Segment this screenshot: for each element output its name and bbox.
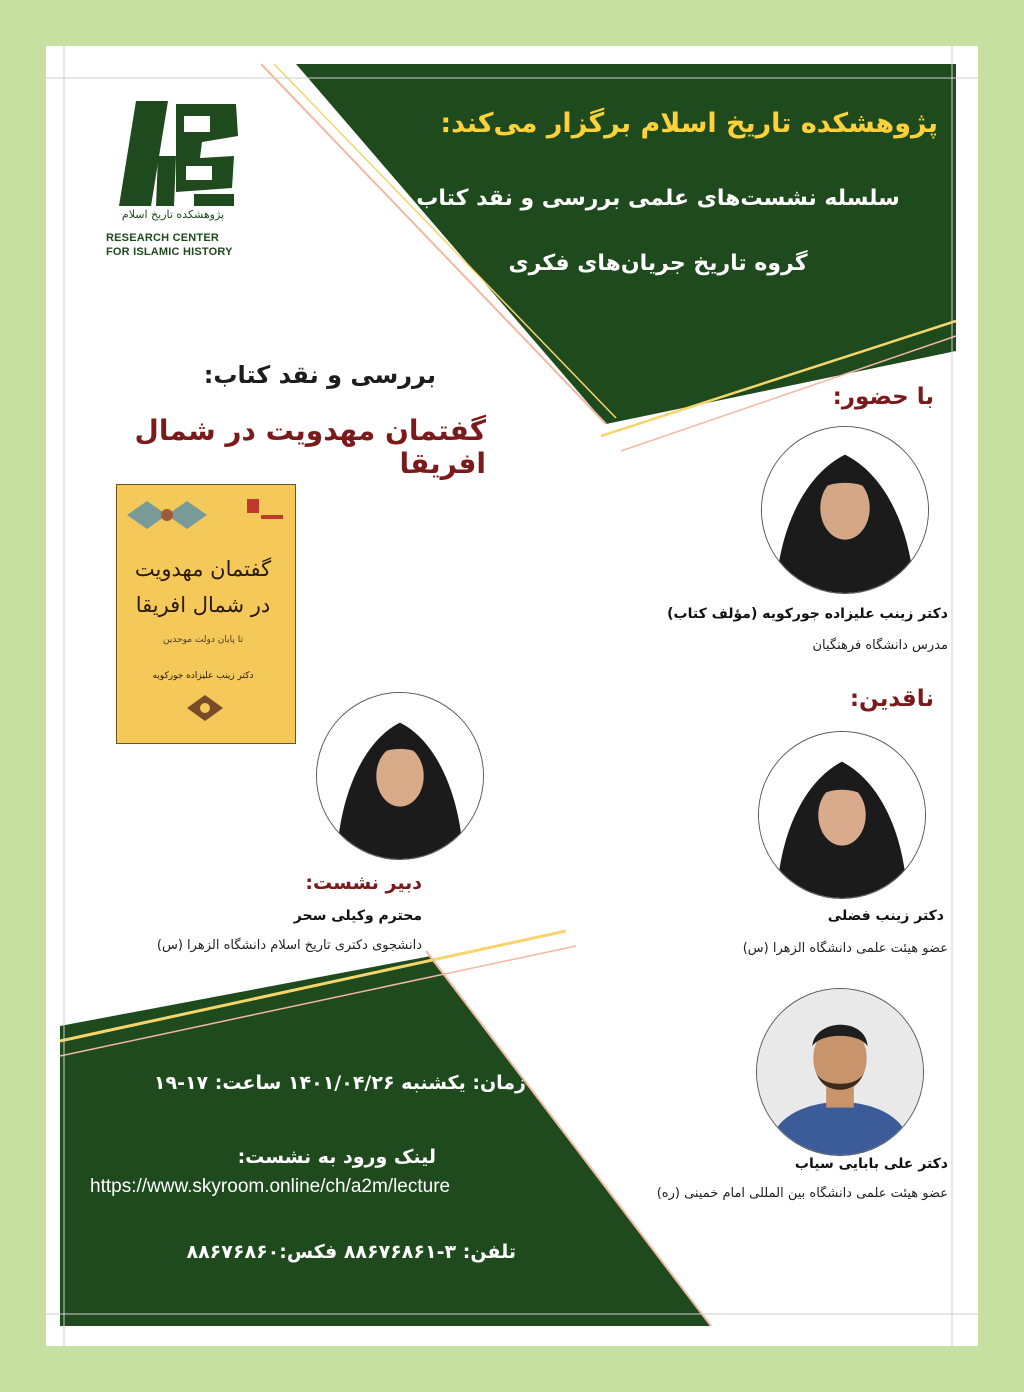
critic-1-affiliation: عضو هیئت علمی دانشگاه الزهرا (س) [742,941,948,956]
moderator-affiliation: دانشجوی دکتری تاریخ اسلام دانشگاه الزهرا (س) [156,938,422,953]
critic-1-portrait [758,731,926,899]
cover-bottom-ornament-icon [187,695,223,721]
author-portrait-image [762,427,928,593]
cover-author: دکتر زینب علیزاده جورکویه [152,671,254,681]
event-time: زمان: یکشنبه ۱۴۰۱/۰۴/۲۶ ساعت: ۱۷-۱۹ [153,1072,526,1094]
presence-label: با حضور: [832,384,934,410]
series-heading: سلسله نشست‌های علمی بررسی و نقد کتاب [416,186,900,211]
moderator-label: دبیر نشست: [305,872,422,894]
publisher-badge-icon [247,499,283,523]
critic-1-name: دکتر زینب فضلی [827,908,944,924]
author-portrait [761,426,929,594]
group-heading: گروه تاریخ جریان‌های فکری [508,251,808,276]
cover-subtitle: تا پایان دولت موحدین [163,635,243,645]
critic-2-affiliation: عضو هیئت علمی دانشگاه بین المللی امام خمینی (ره) [656,1186,948,1201]
author-affiliation: مدرس دانشگاه فرهنگیان [812,638,948,653]
moderator-name: محترم وکیلی سحر [293,908,422,924]
book-title: گفتمان مهدویت در شمال افریقا [134,414,486,480]
critic-2-portrait [756,988,924,1156]
book-cover [116,484,296,744]
critic-1-portrait-image [759,732,925,898]
poster [46,46,978,1346]
logo-english-line1: RESEARCH CENTER [106,232,220,244]
moderator-portrait-image [317,693,483,859]
critic-2-portrait-image [757,989,923,1155]
link-label: لینک ورود به نشست: [237,1146,436,1168]
logo-persian-text: پژوهشکده تاریخ اسلام [121,208,225,221]
organizer-heading: پژوهشکده تاریخ اسلام برگزار می‌کند: [440,108,938,139]
footer-green-panel [60,956,711,1326]
cover-ornament-icon [127,499,207,531]
cover-title-line2: در شمال افریقا [135,593,271,617]
cover-title-line1: گفتمان مهدویت [134,557,272,581]
critics-label: ناقدین: [849,686,934,712]
contact-info: تلفن: ۳-۸۸۶۷۶۸۶۱ فکس:۸۸۶۷۶۸۶۰ [186,1241,516,1263]
logo-english-line2: FOR ISLAMIC HISTORY [106,246,233,258]
session-link[interactable]: https://www.skyroom.online/ch/a2m/lecture [90,1176,451,1197]
critic-2-name: دکتر علی بابایی سیاب [794,1156,948,1172]
review-label: بررسی و نقد کتاب: [203,361,436,389]
author-name: دکتر زینب علیزاده جورکویه (مؤلف کتاب) [667,606,948,622]
moderator-portrait [316,692,484,860]
